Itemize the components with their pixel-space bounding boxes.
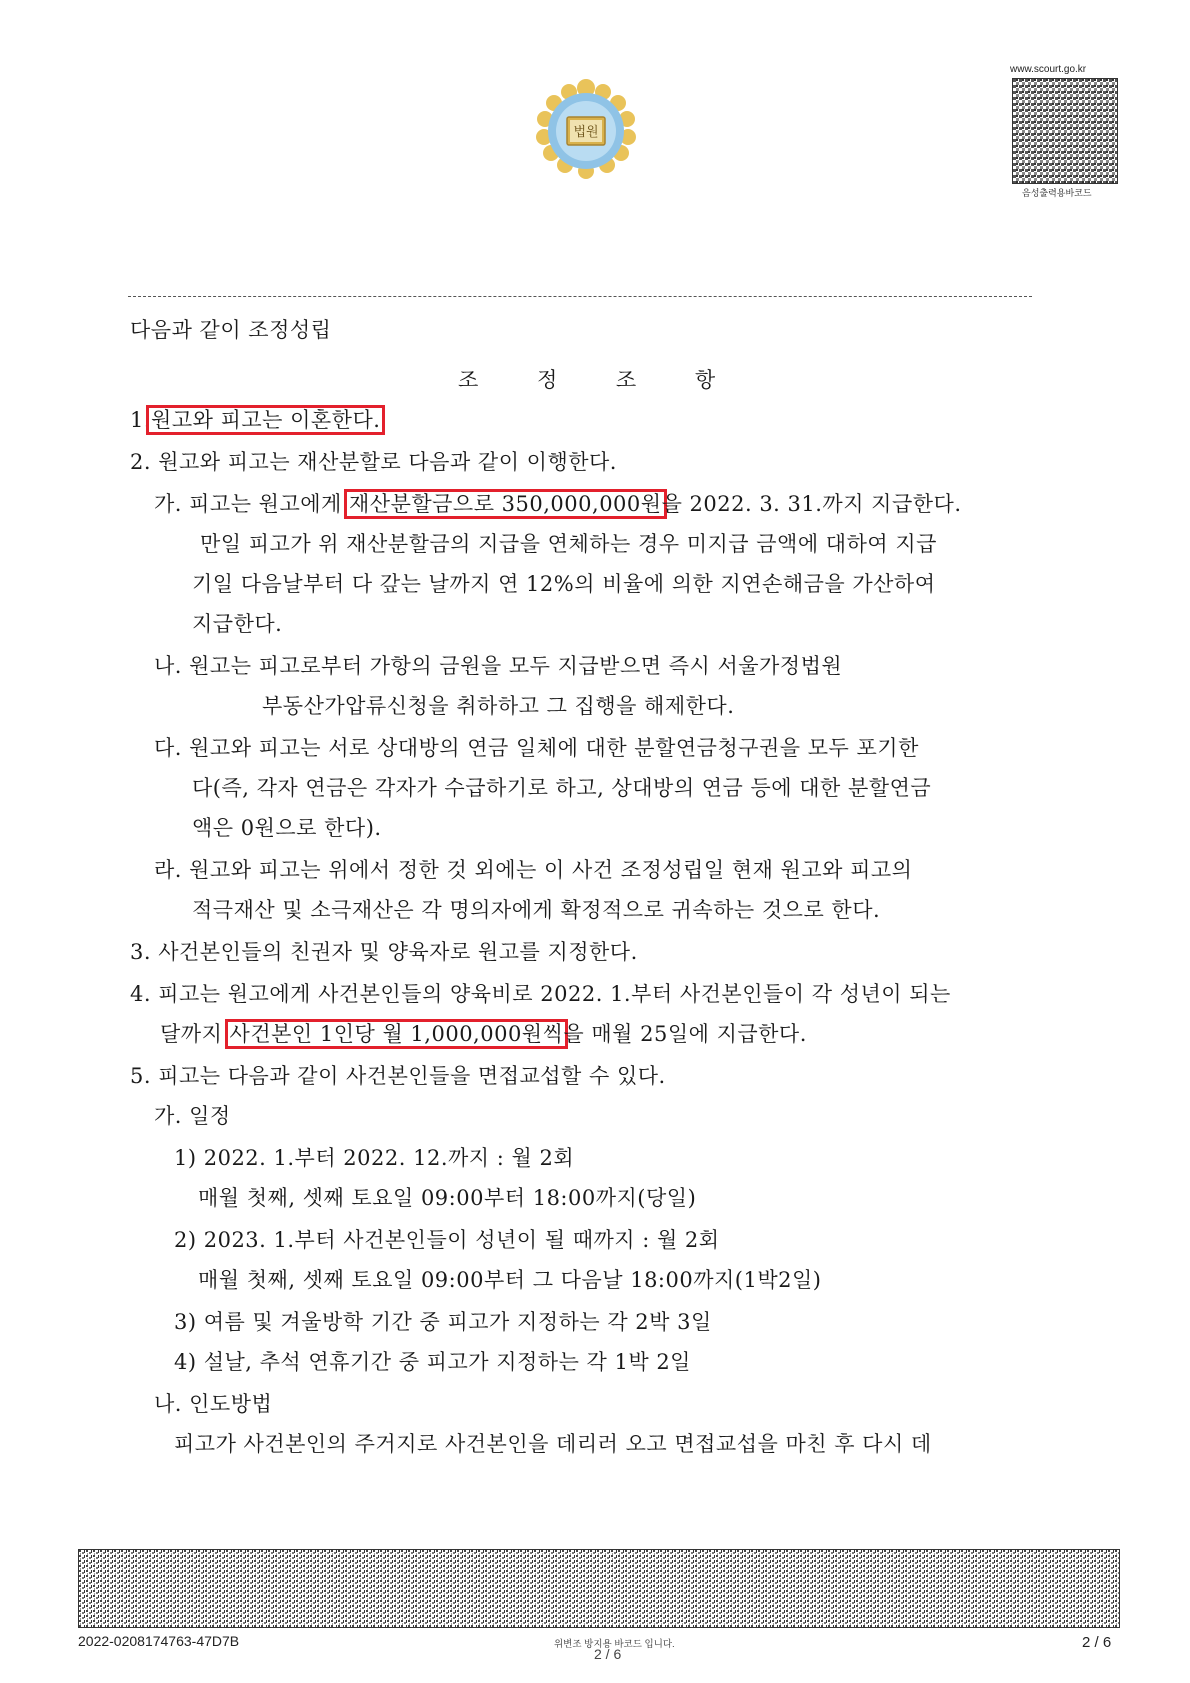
clause-5b-line1: 피고가 사건본인의 주거지로 사건본인을 데리러 오고 면접교섭을 마친 후 다시 데: [174, 1432, 932, 1456]
clause-5: 5. 피고는 다음과 같이 사건본인들을 면접교섭할 수 있다.: [130, 1064, 666, 1088]
clause-4-pre: 달까지: [160, 1022, 230, 1046]
clause-2a-line2: 만일 피고가 위 재산분할금의 지급을 연체하는 경우 미지급 금액에 대하여 지급: [200, 532, 937, 556]
clause-4-line2: [160, 1020, 807, 1048]
document-id: 2022-0208174763-47D7B: [78, 1633, 240, 1649]
clause-2b-line1: 나. 원고는 피고로부터 가항의 금원을 모두 지급받으면 즉시 서울가정법원: [154, 654, 843, 678]
clause-2: 2. 원고와 피고는 재산분할로 다음과 같이 이행한다.: [130, 450, 617, 474]
highlight-box-property-division: 재산분할금으로 350,000,000원: [344, 489, 667, 519]
clause-5a3: 3) 여름 및 겨울방학 기간 중 피고가 지정하는 각 2박 3일: [174, 1310, 712, 1334]
clause-2c-line2: 다(즉, 각자 연금은 각자가 수급하기로 하고, 상대방의 연금 등에 대한 분할연금: [192, 776, 932, 800]
clause-5a4: 4) 설날, 추석 연휴기간 중 피고가 지정하는 각 1박 2일: [174, 1350, 691, 1374]
separator-dashed-line: [128, 296, 1032, 297]
clause-5a: 가. 일정: [154, 1104, 231, 1128]
page-number-center: 2 / 6: [594, 1646, 622, 1662]
clause-2a-post: 을 2022. 3. 31.까지 지급한다.: [661, 492, 962, 516]
intro-text: 다음과 같이 조정성립: [130, 318, 332, 342]
clause-2b-line2: 부동산가압류신청을 취하하고 그 집행을 해제한다.: [262, 694, 735, 718]
clause-2d-line2: 적극재산 및 소극재산은 각 명의자에게 확정적으로 귀속하는 것으로 한다.: [192, 898, 881, 922]
forgery-note: 위변조 방지용 바코드 입니다.: [554, 1639, 675, 1650]
page-number-right: 2 / 6: [1082, 1634, 1112, 1651]
clause-5a2: 2) 2023. 1.부터 사건본인들이 성년이 될 때까지 : 월 2회: [174, 1228, 720, 1252]
section-heading: 조 정 조 항: [458, 368, 742, 392]
clause-2a-line1: [154, 490, 962, 518]
qr-site-url: www.scourt.go.kr: [1010, 64, 1087, 75]
court-seal-emblem: [531, 76, 641, 186]
qr-caption: 음성출력용바코드: [1022, 188, 1092, 198]
clause-5b: 나. 인도방법: [154, 1392, 273, 1416]
anti-forgery-barcode: [78, 1549, 1120, 1628]
clause-2a-pre: 가. 피고는 원고에게: [154, 492, 349, 516]
voice-output-barcode: [1012, 78, 1118, 184]
highlight-box-divorce: 원고와 피고는 이혼한다.: [146, 405, 385, 435]
clause-4-post: 을 매월 25일에 지급한다.: [563, 1022, 807, 1046]
clause-2c-line3: 액은 0원으로 한다).: [192, 816, 382, 840]
clause-2a-line4: 지급한다.: [192, 612, 283, 636]
clause-4-line1: 4. 피고는 원고에게 사건본인들의 양육비로 2022. 1.부터 사건본인들이 각 성년이 되는: [130, 982, 951, 1006]
clause-5a1-detail: 매월 첫째, 셋째 토요일 09:00부터 18:00까지(당일): [198, 1186, 697, 1210]
clause-5a1: 1) 2022. 1.부터 2022. 12.까지 : 월 2회: [174, 1146, 575, 1170]
clause-3: 3. 사건본인들의 친권자 및 양육자로 원고를 지정한다.: [130, 940, 638, 964]
highlight-box-child-support: 사건본인 1인당 월 1,000,000원씩: [225, 1019, 569, 1049]
seal-text: 법원: [573, 125, 599, 140]
clause-1: [130, 406, 380, 434]
clause-2a-line3: 기일 다음날부터 다 갚는 날까지 연 12%의 비율에 의한 지연손해금을 가산하여: [192, 572, 936, 596]
clause-2c-line1: 다. 원고와 피고는 서로 상대방의 연금 일체에 대한 분할연금청구권을 모두 포기한: [154, 736, 919, 760]
clause-2d-line1: 라. 원고와 피고는 위에서 정한 것 외에는 이 사건 조정성립일 현재 원고와 피고의: [154, 858, 913, 882]
clause-1-number: 1.: [130, 408, 152, 432]
clause-5a2-detail: 매월 첫째, 셋째 토요일 09:00부터 그 다음날 18:00까지(1박2일): [198, 1268, 822, 1292]
